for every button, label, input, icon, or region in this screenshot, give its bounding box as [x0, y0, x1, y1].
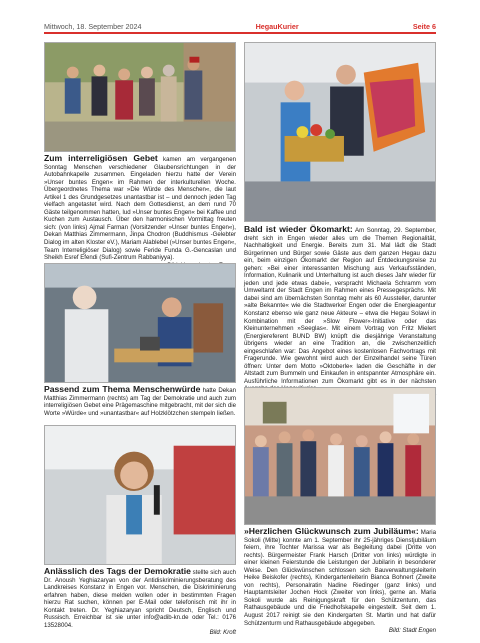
headline-gebet: Zum interreligiösen Gebet	[44, 153, 158, 163]
issue-date: Mittwoch, 18. September 2024	[44, 21, 142, 31]
body-oekomarkt: Am Sonntag, 29. September, dreht sich in Engen wieder alles um die Themen Regionalität, Nachhaltigkeit und Energie. Bereits zum 31. Mal lädt die Stadt Bürgerinnen und Bürger sowie Gäste aus dem ganzen Hegau dazu ein, beim einzigen Ökomarkt der Region auf Entdeckungsreise zu gehen: »Bei einer interessanten Mischung aus Verkaufsständen, Information, Kulinarik und Unterhaltung ist auch dieses Jahr wieder für jeden und jede etwas dabei«, verspracht Michaela Schramm vom Umweltamt der Stadt Engen im Rahmen eines Pressegesprächs. Mit dabei sind am übernächsten Sonntag mehr als 60 Aussteller, darunter »alte Bekannte« wie die Stadtwerker Engen oder die Energieagentur Konstanz ebenso wie ganz neue Akteure – etwa die Hegau Solawi in Kombination mit der »Slow Flower«-Initiative oder das Kleinunternehmen »Seeglas«. Mit einem Vortrag von Fritz Mielert (Energiereferent BUND BW) knüpft die diesjährige Veranstaltung übrigens wieder an eine Tradition an, die zwischenzeitlich eingeschlafen war: Das Angebot eines kostenlosen Fachvortrags mit Fragerunde. Wie gewohnt wird auch der Einzelhandel seine Türen öffnen: Unter dem Motto »Oktoberle« laden die Geschäfte in der Altstadt zum Bummeln und Einkaufen in entspannter Atmosphäre ein. Ausführliche Informationen zum Ökomarkt gibt es in der nächsten	[244, 227, 436, 385]
page-header	[44, 22, 436, 34]
headline-demokratie: Anlässlich des Tags der Demokratie	[44, 566, 191, 576]
page-number: Seite 6	[412, 21, 436, 31]
photo-demokratie	[44, 425, 236, 565]
photo-menschenwuerde	[44, 263, 236, 383]
body-menschenwuerde: hatte Dekan Matthias Zimmermann (rechts) am Tag der Demokratie und auch zum interreligiösen Gebet eine Prägemaschine mitgebracht, mit der sich die Worte »Würde« und »unantastbar« auf Holzklötzchen stempeln ließen.	[44, 387, 236, 417]
headline-oekomarkt: Bald ist wieder Ökomarkt:	[244, 224, 353, 234]
photo-oekomarkt	[244, 42, 436, 222]
photo-interreligious-prayer	[44, 42, 236, 152]
headline-menschenwuerde: Passend zum Thema Menschenwürde	[44, 384, 201, 394]
credit-demokratie: Bild: Kroft	[209, 629, 236, 637]
body-demokratie: stellte sich auch Dr. Anoush Yeghiazaryan von der Antidiskriminierungsberatung des Landkreises Konstanz in Engen vor. Menschen, die Diskriminierung erfahren haben, diese melden wollen oder in bestimmten Fragen hierzu Rat suchen, können per E-Mail oder telefonisch mit ihr in Kontakt treten. Dr. Yeghiazaryan spricht Deutsch, Englisch und Russisch. Erreichbar ist sie unter info@adib-kn.de oder Tel.: 0176 13528004.	[44, 569, 237, 629]
article-menschenwuerde	[44, 386, 236, 417]
photo-jubilaeum	[244, 387, 436, 525]
body-gebet: kamen am vergangenen Sonntag Menschen verschiedener Glaubensrichtungen in der Autobahnkapelle zusammen. Eingeladen hierzu hatte der Verein »Unser buntes Engen« im Rahmen der interkulturellen Woche. Übergeordnetes Thema war »Die Würde des Menschen«, die laut Artikel 1 des Grundgesetzes unantastbar ist – und dennoch jeden Tag vielfach angetastet wird. Nach dem Gottesdienst, an dem rund 70 Gäste teilgenommen hatten, lud »Unser buntes Engen« bei Kaffee und Kuchen zum Austausch. Über den harmonischen Vormittag freuten sich: (von links) Ajmal Farman (Vorsitzender »Unser buntes Engen«), Dekan Matthias Zimmermann, Jinpa Chodron (Buddhismus -Gelebter Dialog im alten Kloster eV.), Mariam Alablebel (»Unser buntes Engen«, Team Interreligiöser Dialog) sowie Feride Funda G.-Gencaslan und Sheikh Esref Efendi (Sufi-Zentrum Rabbaniyya).	[44, 156, 236, 262]
credit-jubilaeum: Bild: Stadt Engen	[388, 627, 436, 635]
article-jubilaeum	[244, 528, 436, 635]
body-jubilaeum: Maria Sokoli (Mitte) konnte am 1. September ihr 25-jähriges Dienstjubiläum feiern, ihre Tochter Marissa war als Begleitung dabei (Dritte von rechts). Bürgermeister Frank Harsch (Dritter von links) würdigte in einer kleinen Feierstunde die Leistungen der Jubilarin in besonderer Weise. Den Glückwünschen schlossen sich Bauverwaltungsleiterin Heike Beiskofer (rechts), Kindergartenleiterin Bianca Bohnert (Zweite von rechts), Personalratin Nadine Riedinger (ganz links) und Hauptamtsleiter Jochen Hock (Zweiter von links), gerne an. Maria Sokoli wurde als Reinigungskraft für den Schützentunn, das Rathausgebäude und die Friedhofskapelle eingestellt. Seit dem 1. August 2017 reinigt sie den Kindergarten St. Martin und hat dafür Schützenturm und Rathausgebäude abgegeben.	[244, 529, 436, 627]
headline-jubilaeum: »Herzlichen Glückwunsch zum Jubiläum«:	[244, 526, 419, 536]
article-gebet	[44, 155, 236, 269]
article-oekomarkt	[244, 226, 436, 401]
article-demokratie	[44, 568, 236, 637]
publication-name: HegauKurier	[255, 21, 299, 31]
